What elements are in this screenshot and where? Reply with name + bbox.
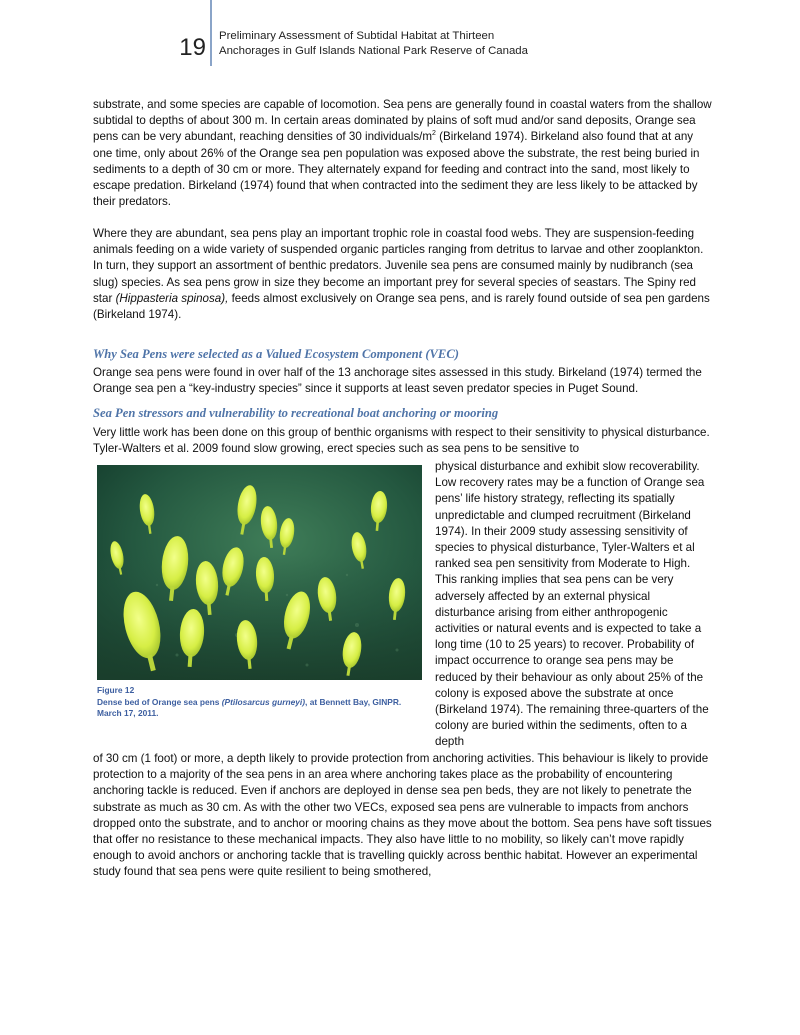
paragraph-1-text-a: substrate, and some species are capable of locomotion. Sea pens are generally found in coastal waters from the shallow subtidal to depths of about 300 m. In certain areas dominated by plains of soft mud and/or sand deposits, Orange sea pens can be very abundant, reaching densities of 30 individuals/m [93,98,712,144]
section-heading-vec: Why Sea Pens were selected as a Valued Ecosystem Component (VEC) [93,347,459,361]
paragraph-1 [93,97,713,210]
paragraph-1-text-b: (Birkeland 1974). Birkeland also found that at any one time, only about 26% of the Orange sea pen population was exposed above the substrate, the rest being buried in sediments to a depth of 30 cm or more. They alternately expand for feeding and contract into the sand, most likely to escape predation. Birkeland (1974) found that when contracted into the sediment they are less likely to be attacked by their predators. [93,130,700,209]
paragraph-4-right-text: physical disturbance and exhibit slow recoverability. Low recovery rates may be a function of Orange sea pens’ life history strategy, reflecting its spatially unpredictable and clumped recruitment (Birkeland 1974). In their 2009 study assessing sensitivity of species to physical disturbance, Tyler-Walters et al ranked sea pen sensitivity from Moderate to High. This ranking implies that sea pens can be very adversely affected by an external physical disturbance arising from either anthropogenic activities or natural events and is expected to take a long time (10 to 25 years) to recover. Probability of impact occurrence to orange sea pens may be reduced by their behaviour as only about 25% of the colony is exposed above the substrate at once (Birkeland 1974). The remaining three-quarters of the colony are buried within the sediments, often to a depth [435,460,709,749]
paragraph-2-text-a: Where they are abundant, sea pens play an important trophic role in coastal food webs. They are suspension-feeding animals feeding on a wide variety of suspended organic particles ranging from detritus to larvae and other zooplankton. In turn, they support an assortment of benthic predators. Juvenile sea pens are consumed mainly by nudibranch (sea slug) species. As sea pens grow in size they become an important prey for several species of seastars. The Spiny red star [93,227,704,305]
paragraph-2-text-b: feeds almost exclusively on Orange sea pens, and is rarely found outside of sea pen gardens (Birkeland 1974). [93,291,710,322]
section-heading-stressors: Sea Pen stressors and vulnerability to recreational boat anchoring or mooring [93,406,499,420]
header-divider [210,0,212,66]
figure-caption [97,685,422,720]
paragraph-4-continued [93,751,713,881]
paragraph-4-continued-text: of 30 cm (1 foot) or more, a depth likely to provide protection from anchoring activities. This behaviour is likely to provide protection to a majority of the sea pens in an area where anchoring takes place as the probability of encountering anchoring tackle is reduced. Even if anchors are deployed in dense sea pen beds, they are not likely to penetrate the substrate as much as 30 cm. As with the other two VECs, exposed sea pens are vulnerable to impacts from anchors dropped onto the substrate, and to anchor or mooring chains as they move about the bottom. Sea pens have soft tissues that offer no resistance to these mechanical impacts. They also have little to no mobility, so likely can’t move rapidly enough to avoid anchors or anchoring tackle that is travelling quickly across benthic habitat. However an experimental study found that sea pens were quite resilient to being smothered, [93,752,712,879]
document-title [219,29,528,59]
figure-sea-pen-photo [97,465,422,680]
caption-species-name: (Ptilosarcus gurneyi) [221,696,306,707]
page-number: 19 [179,34,206,61]
figure-label: Figure 12 [97,685,135,695]
paragraph-3-text: Orange sea pens were found in over half of the 13 anchorage sites assessed in this study. Birkeland (1974) termed the Orange sea pen a “key-industry species” since it supports at least seven predator species in Puget Sound. [93,366,702,396]
document-title-line-1: Preliminary Assessment of Subtidal Habitat at Thirteen [219,30,495,42]
paragraph-3 [93,365,713,397]
paragraph-4-lead-text: Very little work has been done on this group of benthic organisms with respect to their sensitivity to physical disturbance. Tyler-Walters et al. 2009 found slow growing, erect species such as sea pens to be sensitive to [93,426,710,456]
sea-pen-bed-image [97,465,422,680]
figure-caption-text [97,697,422,720]
page-header [0,0,800,80]
paragraph-4-right-column [435,459,713,751]
paragraph-4-lead [93,425,713,457]
document-title-line-2: Anchorages in Gulf Islands National Park Reserve of Canada [219,45,528,57]
species-name-spiny-red-star: (Hippasteria spinosa), [115,291,229,305]
caption-text-a: Dense bed of Orange sea pens [97,696,222,707]
caption-text-b: , at Bennett Bay, GINPR. March 17, 2011. [97,696,402,719]
superscript-2: 2 [432,130,436,138]
paragraph-2 [93,226,713,323]
